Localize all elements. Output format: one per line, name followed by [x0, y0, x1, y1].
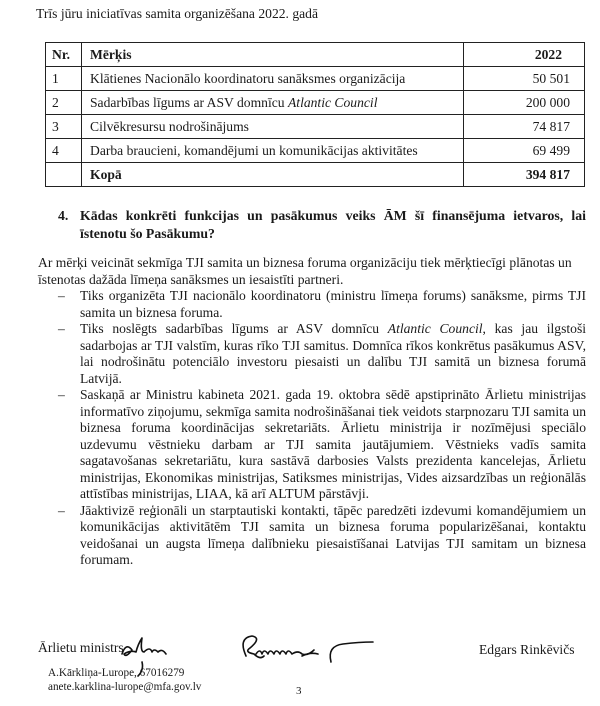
list-item-italic: Atlantic Council — [387, 321, 483, 336]
row-goal-text: Cilvēkresursu nodrošinājums — [90, 118, 249, 134]
table-total-row — [46, 163, 585, 187]
row-goal — [82, 139, 464, 163]
list-item — [38, 387, 586, 503]
row-goal-text: Klātienes Nacionālo koordinatoru sanāksmes organizācija — [90, 70, 406, 86]
section-question — [58, 207, 586, 243]
list-item-text-after: , kas jau ilgstoši sadarbojas ar TJI valstīm, kuras rīko TJI samitus. Domnīca rīkos konkrētus pasākumus ASV, lai nodrošinātu potenciālo investoru piesaisti un dalību TJI samitā un biznesa forumā Latvijā. — [80, 321, 587, 386]
signatory-name: Edgars Rinkēvičs — [479, 642, 575, 657]
signature-block — [38, 632, 598, 662]
contact-person: A.Kārkliņa-Lurope, 67016279 — [48, 667, 185, 679]
row-value: 50 501 — [464, 67, 585, 91]
table-row — [46, 115, 585, 139]
contact-email: anete.karklina-lurope@mfa.gov.lv — [48, 681, 202, 693]
total-nr — [46, 163, 82, 187]
row-nr: 1 — [46, 67, 82, 91]
header-year: 2022 — [464, 43, 585, 67]
header-goal: Mērķis — [82, 43, 464, 67]
list-item — [38, 288, 586, 321]
table-row — [46, 139, 585, 163]
dash-bullet-icon: – — [58, 502, 65, 518]
row-nr: 2 — [46, 91, 82, 115]
total-value: 394 817 — [464, 163, 585, 187]
row-goal — [82, 115, 464, 139]
total-label: Kopā — [82, 163, 464, 187]
list-item-text: Tiks noslēgts sadarbības līgums ar ASV domnīcu — [80, 321, 388, 336]
table-row — [46, 67, 585, 91]
list-item-text: Saskaņā ar Ministru kabineta 2021. gada 19. oktobra sēdē apstiprināto Ārlietu ministrijas informatīvo ziņojumu, sekmīga samita nodrošināšanai tiek veidots starpnozaru TJI samita un biznesa foruma koordinācijas sekretariāts. Ārlietu ministrija ir nozīmējusi speciālo uzdevumu vēstnieku darbam ar TJI samita jautājumiem. Vēstnieks vadīs samita sagatavošanas sekretariātu, kura sastāvā darbosies Valsts prezidenta kancelejas, Ārlietu ministrijas, Ekonomikas ministrijas, Satiksmes ministrijas, Vides aizsardzības un reģionālās attīstības ministrijas, LIAA, kā arī ALTUM pārstāvji. — [80, 387, 586, 501]
measures-list — [38, 288, 586, 569]
header-nr: Nr. — [46, 43, 82, 67]
question-number: 4. — [58, 208, 69, 223]
table-header-row — [46, 43, 585, 67]
table-row — [46, 91, 585, 115]
row-nr: 3 — [46, 115, 82, 139]
question-text: Kādas konkrēti funkcijas un pasākumus veiks ĀM šī finansējuma ietvaros, lai īstenotu šo Pasākumu? — [80, 208, 586, 241]
row-goal-text: Darba braucieni, komandējumi un komunikācijas aktivitātes — [90, 142, 418, 158]
dash-bullet-icon: – — [58, 387, 65, 402]
row-nr: 4 — [46, 139, 82, 163]
list-item-text: Jāaktivizē reģionāli un starptautiski kontakti, tāpēc paredzēti izdevumi komandējumiem un komunikācijas aktivitātēm TJI samita un biznesa foruma popularizēšanai, kontaktu veidošanai un augsta līmeņa dalībnieku piesaistīšanai Latvijas TJI samitam un biznesa forumam. — [80, 502, 586, 567]
intro-paragraph: Ar mērķi veicināt sekmīga TJI samita un biznesa foruma organizāciju tiek mērķtiecīgi plānotas un īstenotas dažāda līmeņa sanāksmes un iesaistīti partneri. — [38, 255, 572, 287]
document-caption: Trīs jūru iniciatīvas samita organizēšana 2022. gadā — [36, 6, 319, 21]
list-item — [38, 503, 586, 569]
dash-bullet-icon: – — [58, 321, 65, 336]
signatory-title: Ārlietu ministrs — [38, 640, 124, 655]
row-value: 200 000 — [464, 91, 585, 115]
row-value: 74 817 — [464, 115, 585, 139]
row-goal — [82, 91, 464, 115]
list-item — [38, 321, 586, 387]
list-item-text: Tiks organizēta TJI nacionālo koordinatoru (ministru līmeņa forums) sanāksme, pirms TJI samita un biznesa foruma. — [80, 288, 586, 320]
budget-table — [45, 42, 585, 187]
page-number: 3 — [296, 685, 302, 697]
row-value: 69 499 — [464, 139, 585, 163]
row-goal-text: Sadarbības līgums ar ASV domnīcu — [90, 94, 288, 110]
row-goal-italic: Atlantic Council — [287, 94, 378, 110]
row-goal — [82, 67, 464, 91]
contact-info — [48, 666, 201, 694]
dash-bullet-icon: – — [58, 288, 65, 303]
